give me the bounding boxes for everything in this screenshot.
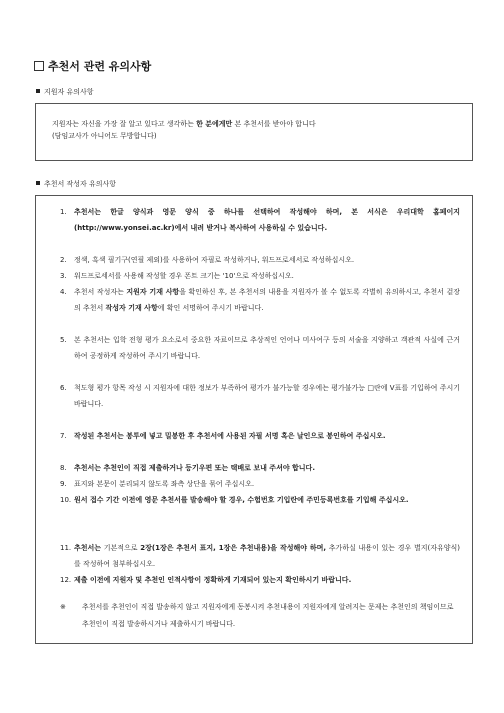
applicant-notice-line-1 bbox=[52, 119, 316, 129]
item-text-part: 추천서는 bbox=[74, 544, 102, 552]
notice-item bbox=[60, 269, 460, 285]
item-text bbox=[74, 285, 460, 316]
page-title bbox=[34, 58, 151, 74]
item-text-part: 본 추천서는 입학 전형 평가 요소로서 중요한 자료이므로 추상적인 언어나 미사여구 등의 서술을 지양하고 객관적 사실에 근거하여 공정하게 작성하여 주시기 바랍니다. bbox=[74, 336, 460, 360]
applicant-notice-line-2: (담임교사가 아니어도 무방합니다) bbox=[52, 132, 157, 140]
notice-item bbox=[60, 253, 460, 269]
notice-emphasis: 한 분에게만 bbox=[196, 120, 233, 128]
item-text-part: 추천서는 한글 양식과 영문 양식 중 하나를 선택하여 작성해야 하며, 본 서식은 우리대학 홈페이지(http://www.yonsei.ac.kr)에서 내려 받거나 복사하여 사용하실 수 있습니다. bbox=[74, 208, 460, 232]
item-text bbox=[74, 269, 460, 285]
notice-item bbox=[60, 429, 460, 445]
item-text bbox=[74, 205, 460, 236]
item-number: 5. bbox=[60, 336, 67, 344]
item-number: 1. bbox=[60, 208, 67, 216]
item-number: 9. bbox=[60, 480, 67, 488]
notice-item bbox=[60, 573, 460, 589]
item-number: 12. bbox=[60, 576, 72, 584]
item-text bbox=[74, 461, 460, 477]
item-text-part: 추천서 작성자는 bbox=[74, 288, 127, 296]
item-text bbox=[74, 333, 460, 364]
item-number: 10. bbox=[60, 496, 72, 504]
item-text bbox=[74, 253, 460, 269]
item-text-part: 표지와 본문이 분리되지 않도록 좌측 상단을 묶어 주십시오. bbox=[74, 480, 255, 488]
section-heading-text: 지원자 유의사항 bbox=[44, 88, 94, 96]
square-bullet-icon bbox=[36, 89, 40, 93]
item-text-part: 추가하실 내용이 있는 경우 별지(자유양식)를 작성하여 첨부하십시오. bbox=[74, 544, 461, 568]
item-number: 8. bbox=[60, 464, 67, 472]
item-text bbox=[74, 381, 460, 412]
item-text-part: 기본적으로 bbox=[101, 544, 141, 552]
reference-mark: ※ bbox=[60, 603, 66, 611]
notice-item bbox=[60, 493, 460, 509]
square-icon bbox=[34, 61, 44, 71]
item-number: 6. bbox=[60, 384, 67, 392]
writer-note bbox=[60, 599, 460, 633]
item-text-part: 추천서는 추천인이 직접 제출하거나 등기우편 또는 택배로 보내 주셔야 합니다. bbox=[74, 464, 315, 472]
item-number: 11. bbox=[60, 544, 72, 552]
item-text-part: 워드프로세서를 사용해 작성할 경우 폰트 크기는 '10'으로 작성하십시오. bbox=[74, 272, 294, 280]
item-text-part: 제출 이전에 지원자 및 추천인 인적사항이 정확하게 기재되어 있는지 확인하시기 바랍니다. bbox=[74, 576, 352, 584]
section-heading-writer bbox=[36, 179, 116, 189]
item-text-part: 을 확인하신 후, 본 추천서의 내용을 지원자가 볼 수 없도록 각별히 유의하시고, 추천서 겉장의 추천서 bbox=[74, 288, 460, 312]
section-heading-text: 추천서 작성자 유의사항 bbox=[44, 180, 117, 188]
notice-item bbox=[60, 381, 460, 412]
item-text bbox=[74, 477, 460, 493]
page-title-text: 추천서 관련 유의사항 bbox=[48, 60, 152, 73]
applicant-notice-box bbox=[35, 103, 473, 161]
notice-item bbox=[60, 205, 460, 236]
notice-item bbox=[60, 285, 460, 316]
notice-text: 본 추천서를 받아야 합니다 bbox=[232, 120, 316, 128]
item-number: 4. bbox=[60, 288, 67, 296]
item-text bbox=[74, 429, 460, 445]
item-text bbox=[74, 493, 460, 509]
item-number: 2. bbox=[60, 256, 67, 264]
notice-item bbox=[60, 461, 460, 477]
note-text: 추천서를 추천인이 직접 발송하지 않고 지원자에게 동봉시켜 추천내용이 지원자에게 알려지는 문제는 추천인의 책임이므로 추천인이 직접 발송하시거나 제출하시기 바랍니다. bbox=[82, 603, 454, 628]
item-number: 3. bbox=[60, 272, 67, 280]
item-text-part: 지원자 기재 사항 bbox=[126, 288, 180, 296]
notice-item bbox=[60, 333, 460, 364]
section-heading-applicant bbox=[36, 87, 94, 97]
item-text-part: 작성된 추천서는 봉투에 넣고 밀봉한 후 추천서에 사용된 자필 서명 혹은 날인으로 봉인하여 주십시오. bbox=[74, 432, 386, 440]
item-text bbox=[74, 541, 460, 572]
writer-notice-box bbox=[35, 195, 473, 644]
notice-item bbox=[60, 541, 460, 572]
notice-item bbox=[60, 477, 460, 493]
item-number: 7. bbox=[60, 432, 67, 440]
item-text-part: 에 확인 서명하여 주시기 바랍니다. bbox=[157, 303, 264, 312]
item-text-part: 척도형 평가 항목 작성 시 지원자에 대한 정보가 부족하여 평가가 불가능할 경우에는 평가불가능 □란에 V표를 기입하여 주시기 바랍니다. bbox=[74, 384, 460, 408]
notice-text: 지원자는 자신을 가장 잘 알고 있다고 생각하는 bbox=[52, 120, 197, 128]
square-bullet-icon bbox=[36, 181, 40, 185]
item-text-part: 작성자 기재 사항 bbox=[105, 303, 158, 312]
item-text-part: 2장(1장은 추천서 표지, 1장은 추천내용)을 작성해야 하며, bbox=[140, 544, 327, 552]
item-text bbox=[74, 573, 460, 589]
item-text-part: 정색, 흑색 필기구(연필 제외)를 사용하여 자필로 작성하거나, 워드프로세서로 작성하십시오. bbox=[74, 256, 355, 264]
item-text-part: 원서 접수 기간 이전에 영문 추천서를 발송해야 할 경우, 수험번호 기입란에 주민등록번호를 기입해 주십시오. bbox=[74, 496, 409, 504]
